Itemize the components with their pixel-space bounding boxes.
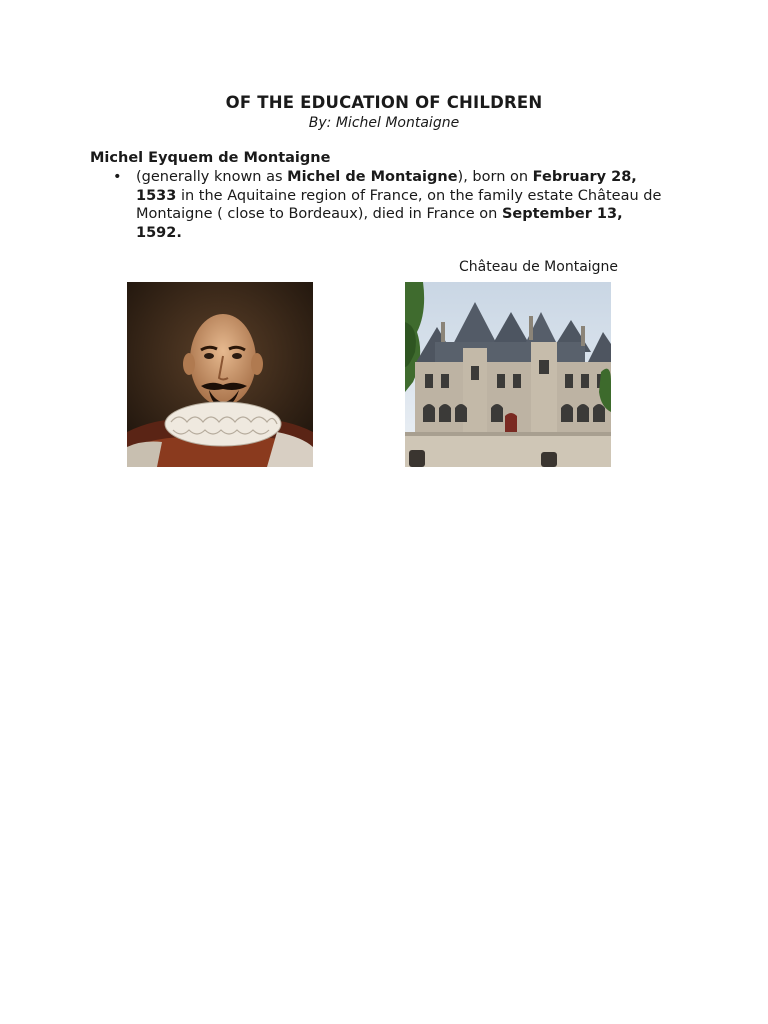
bullet-text-2: ), born on — [457, 169, 533, 185]
bullet-bold-birth-date: February 28, 1533 — [136, 169, 637, 204]
bullet-bold-name: Michel de Montaigne — [287, 169, 458, 185]
castle-image — [405, 282, 611, 467]
section-heading: Michel Eyquem de Montaigne — [90, 150, 331, 166]
portrait-image — [127, 282, 313, 467]
castle-illustration — [405, 282, 611, 467]
bullet-text-3: in the Aquitaine region of France, on the family estate Château de Montaigne ( close to Bordeaux), died in France on — [136, 187, 662, 222]
castle-caption: Château de Montaigne — [459, 259, 619, 275]
bullet-marker: • — [113, 169, 122, 185]
document-title: OF THE EDUCATION OF CHILDREN — [225, 93, 543, 112]
document-byline: By: Michel Montaigne — [308, 115, 460, 131]
bullet-bold-death-date: September 13, 1592. — [136, 206, 623, 241]
bullet-list — [110, 168, 670, 242]
bullet-item — [110, 168, 670, 242]
bullet-text-1: (generally known as — [136, 169, 288, 185]
portrait-illustration — [127, 282, 313, 467]
